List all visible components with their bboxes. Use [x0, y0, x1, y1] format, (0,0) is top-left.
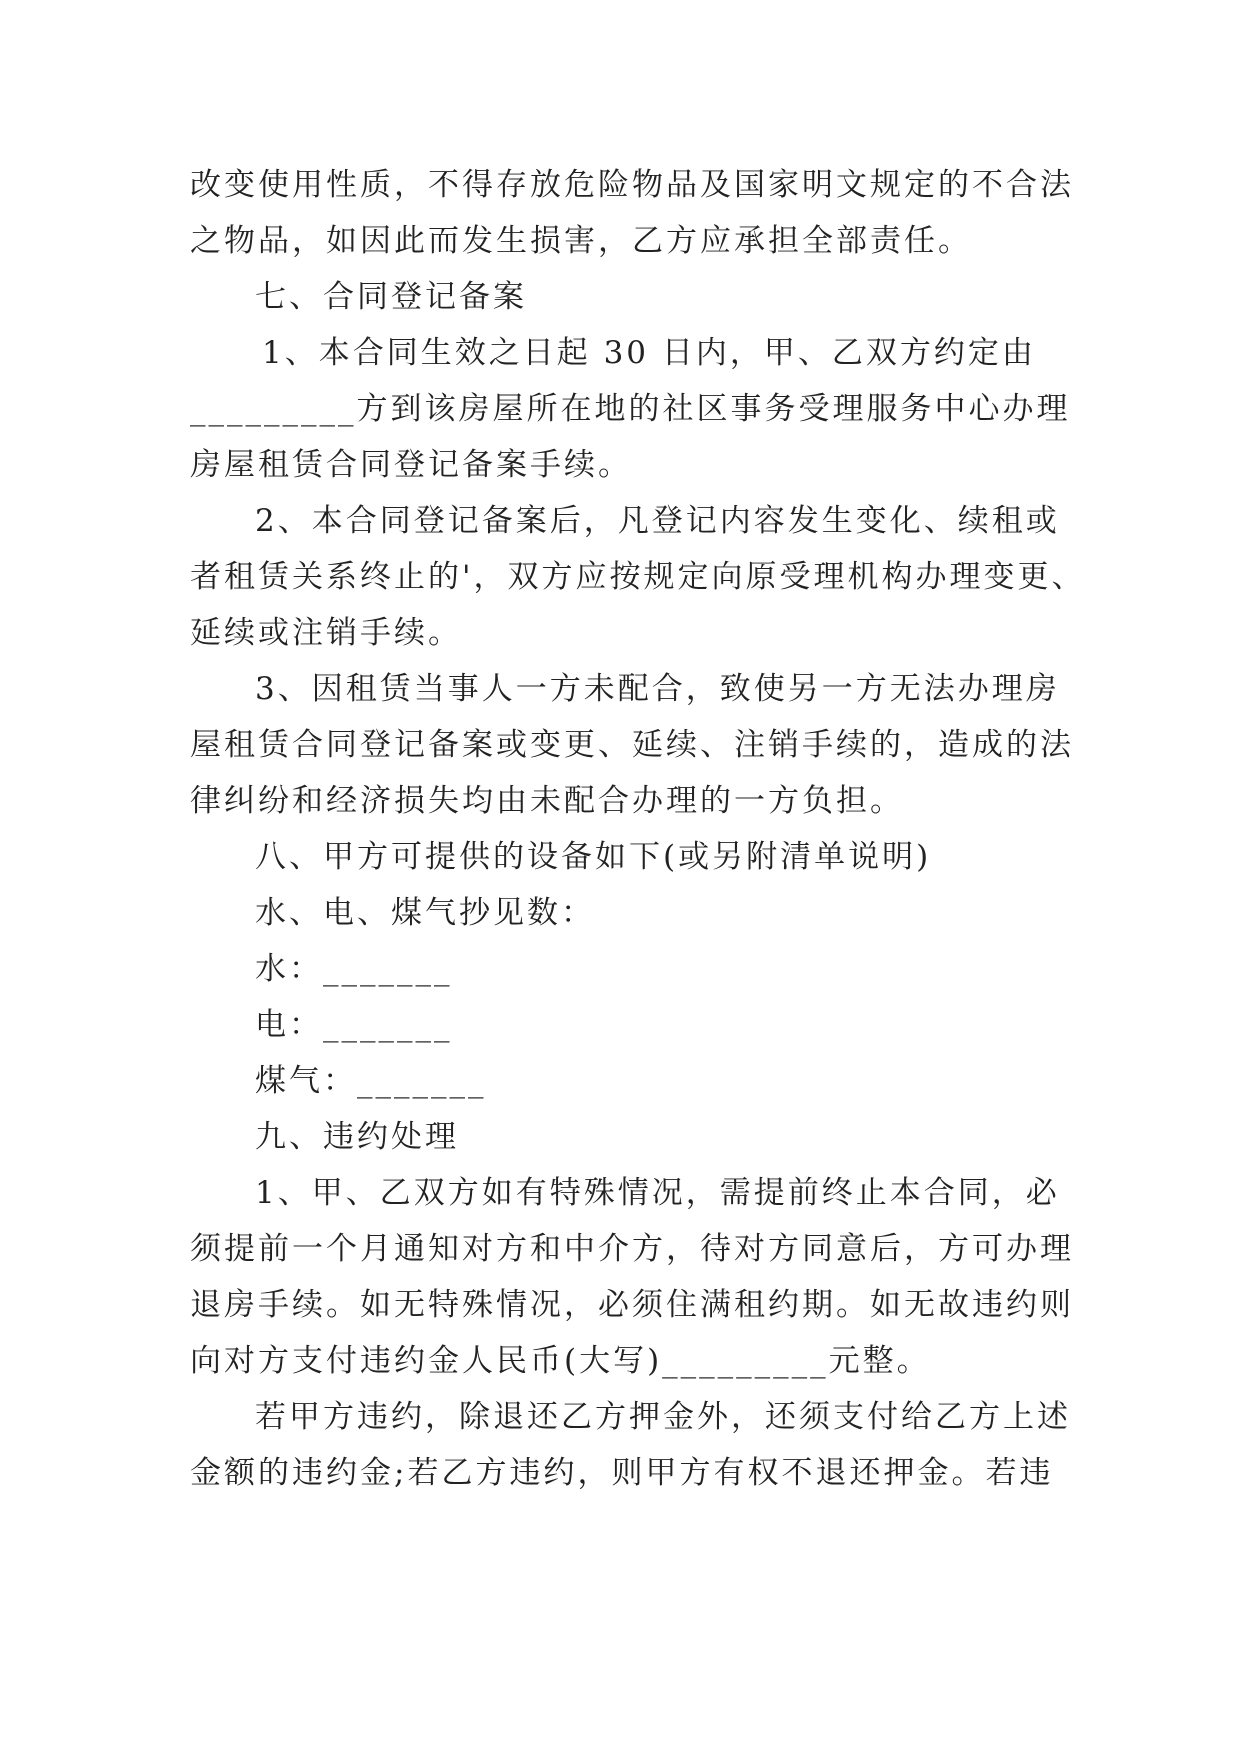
body-text-line: 延续或注销手续。	[190, 615, 462, 651]
section-heading: 八、甲方可提供的设备如下(或另附清单说明)	[255, 839, 932, 875]
body-text-line: 律纠纷和经济损失均由未配合办理的一方负担。	[190, 783, 904, 819]
clause-line: 若甲方违约，除退还乙方押金外，还须支付给乙方上述	[255, 1399, 1071, 1435]
meter-reading-gas: 煤气：_______	[255, 1063, 487, 1099]
clause-line: 3、因租赁当事人一方未配合，致使另一方无法办理房	[255, 671, 1060, 707]
body-text-line: 改变使用性质，不得存放危险物品及国家明文规定的不合法	[190, 167, 1074, 203]
meter-reading-electricity: 电：_______	[255, 1007, 453, 1043]
body-text-line: 者租赁关系终止的'，双方应按规定向原受理机构办理变更、	[190, 559, 1086, 595]
body-text-line: 房屋租赁合同登记备案手续。	[190, 447, 632, 483]
body-text-line: 向对方支付违约金人民币(大写)_________元整。	[190, 1343, 931, 1379]
body-text-line: 水、电、煤气抄见数：	[255, 895, 595, 931]
clause-line: 2、本合同登记备案后，凡登记内容发生变化、续租或	[255, 503, 1060, 539]
body-text-line: 之物品，如因此而发生损害，乙方应承担全部责任。	[190, 223, 972, 259]
section-heading: 九、违约处理	[255, 1119, 459, 1155]
body-text-line: 须提前一个月通知对方和中介方，待对方同意后，方可办理	[190, 1231, 1074, 1267]
body-text-line: 屋租赁合同登记备案或变更、延续、注销手续的，造成的法	[190, 727, 1074, 763]
body-text-line: _________方到该房屋所在地的社区事务受理服务中心办理	[190, 391, 1071, 427]
section-heading: 七、合同登记备案	[255, 279, 527, 315]
body-text-line: 退房手续。如无特殊情况，必须住满租约期。如无故违约则	[190, 1287, 1074, 1323]
body-text-line: 金额的违约金;若乙方违约，则甲方有权不退还押金。若违	[190, 1455, 1054, 1491]
clause-line: 1、甲、乙双方如有特殊情况，需提前终止本合同，必	[255, 1175, 1060, 1211]
clause-line: 1、本合同生效之日起 30 日内，甲、乙双方约定由	[262, 335, 1036, 371]
meter-reading-water: 水：_______	[255, 951, 453, 987]
